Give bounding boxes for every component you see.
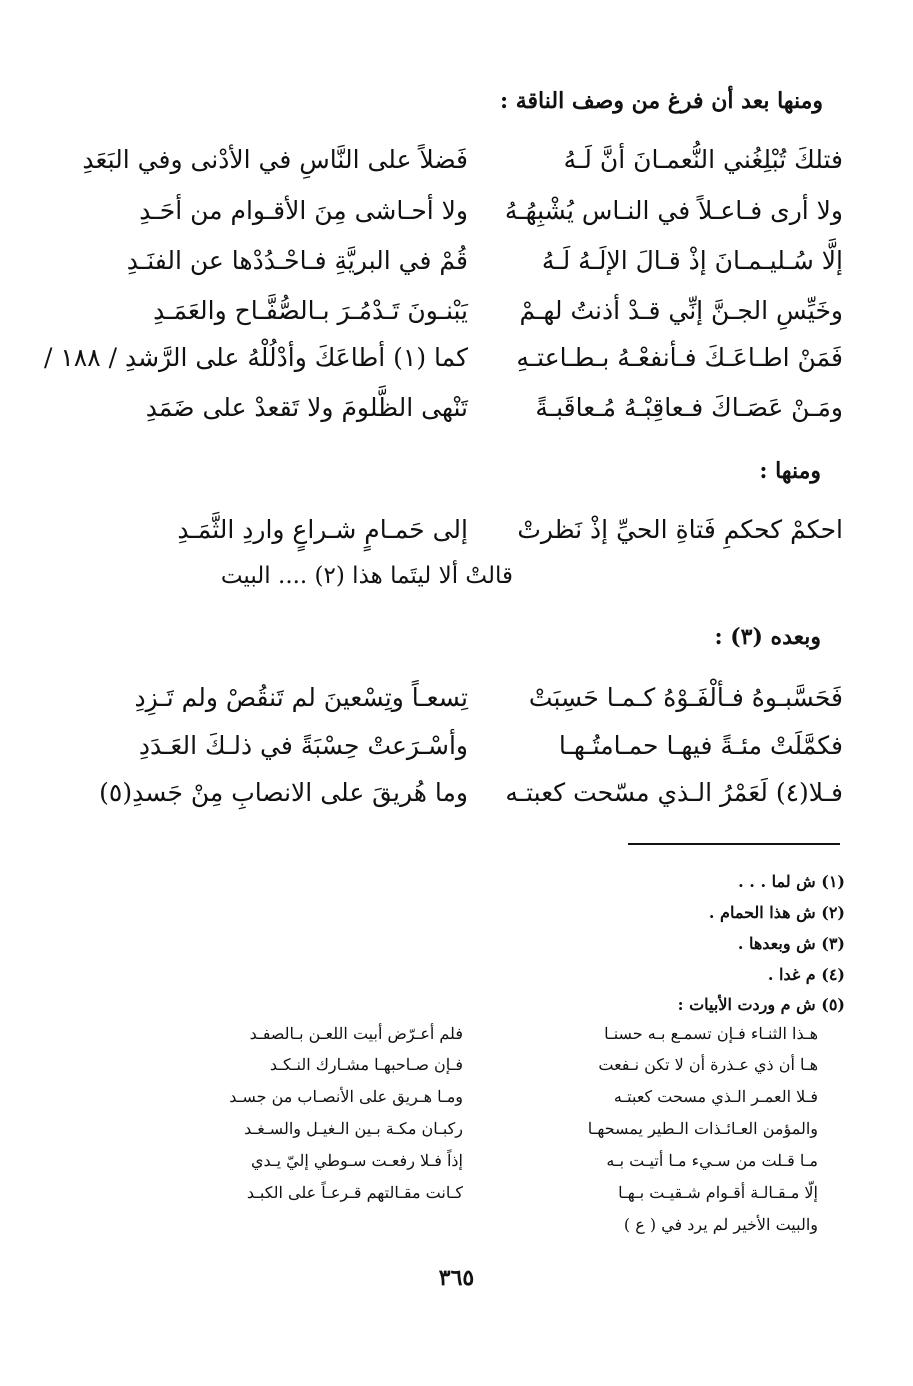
verse-second-hemistich: تِسعـاً وتِسْعينَ لم تَنقُصْ ولم تَـزِدِ [134,683,468,712]
verse-first-hemistich: فَمَنْ اطـاعَـكَ فـأنفعْـهُ بـطـاعتـهِ [516,343,843,372]
verse-continuation: قالتْ ألا ليتَما هذا (٢) .... البيت [220,563,513,589]
verse-second-hemistich: ولا أحـاشى مِنَ الأقـوام من أحَـدِ [139,196,468,225]
verse-second-hemistich: تَنْهى الظَّلومَ ولا تَقعدْ على ضَمَدِ [145,393,468,422]
verse-first-hemistich: وخَيِّسِ الجـنَّ إنِّي قـدْ أذنتُ لهـمْ [519,296,843,325]
footnote-4: (٤) م غدا . [767,965,845,984]
verse-first-hemistich: فَحَسَّبـوهُ فـألْفَـوْهُ كـمـا حَسِبَتْ [528,683,843,712]
verse-second-hemistich: وما هُريقَ على الانصابِ مِنْ جَسدِ(٥) [99,778,468,807]
footnote-verse-first: هـا أن ذي عـذرة أن لا تكن نـفعت [598,1055,818,1074]
footnote-verse-first: والمؤمن العـائـذات الـطير يمسحهـا [587,1119,818,1138]
footnote-verse-first: مـا قـلت من سـيء مـا أتيـت بـه [606,1151,818,1170]
footnote-verse-first: فـلا العمـر الـذي مسحت كعبتـه [613,1087,818,1106]
section-heading-1: ومنها بعد أن فرغ من وصف الناقة : [499,88,823,114]
verse-first-hemistich: إلَّا سُـليـمـانَ إذْ قـالَ الإلَـهُ لَـهُ [541,246,843,275]
verse-first-hemistich: فتلكَ تُبْلِغُني النُّعمـانَ أنَّ لَـهُ [563,145,843,174]
verse-first-hemistich: ولا أرى فـاعـلاً في النـاس يُشْبِهُـهُ [504,196,843,225]
footnote-2: (٢) ش هذا الحمام . [708,903,845,922]
footnote-verse-second: فلم أعـرّض أبيت اللعـن بـالصفـد [249,1024,463,1043]
verse-second-hemistich: فَضلاً على النَّاسِ في الأدْنى وفي البَعَدِ [82,145,468,174]
footnote-verse-second: فـإن صـاحبهـا مشـارك النـكـد [269,1055,463,1074]
verse-first-hemistich: فـلا(٤) لَعَمْرُ الـذي مسّحت كعبتـه [505,778,843,807]
footnote-divider [628,843,840,845]
footnote-3: (٣) ش وبعدها . [737,934,845,953]
verse-second-hemistich: وأسْـرَعتْ حِسْبَةً في ذلـكَ العَـدَدِ [138,731,468,760]
footnote-closing-note: والبيت الأخير لم يرد في ( ع ) [623,1215,818,1234]
verse-second-hemistich: قُمْ في البريَّةِ فـاحْـدُدْها عن الفنَـدِ [126,246,468,275]
footnote-verse-second: كـانت مقـالتهم قـرعـاً على الكبـد [246,1183,463,1202]
verse-second-hemistich: إلى حَمـامٍ شـراعٍ واردِ الثَّمَـدِ [177,515,468,544]
verse-first-hemistich: فكمَّلَتْ مئـةً فيهـا حمـامتُـهـا [558,731,843,760]
footnote-verse-first: هـذا الثنـاء فـإن تسمـع بـه حسنـا [604,1024,818,1043]
verse-second-hemistich: يَبْنـونَ تَـدْمُـرَ بـالصُّفَّـاح والعَمَـدِ [153,296,468,325]
footnote-verse-second: إذاً فـلا رفعـت سـوطي إليّ يـدي [251,1151,463,1170]
footnote-1: (١) ش لما . . . [738,872,845,891]
page-number: ٣٦٥ [438,1265,475,1291]
verse-second-hemistich: كما (١) أطاعَكَ وأدْلُلْهُ على الرَّشدِ / ١٨٨ / [43,343,468,372]
verse-first-hemistich: ومَـنْ عَصَـاكَ فـعاقِبْـهُ مُـعاقَبـةً [535,393,843,422]
verse-first-hemistich: احكمْ كحكمِ فَتاةِ الحيِّ إذْ نَظرتْ [517,515,843,544]
footnote-verse-second: ركبـان مكـة بـين الـغيـل والسـغـد [244,1119,463,1138]
section-heading-3: وبعده (٣) : [714,624,821,650]
footnote-5: (٥) ش م وردت الأبيات : [677,995,845,1014]
section-heading-2: ومنها : [759,458,821,484]
footnote-verse-second: ومـا هـريق على الأنصـاب من جسـد [229,1087,463,1106]
footnote-verse-first: إلّا مـقـالـة أقـوام شـقيـت بـهـا [618,1183,818,1202]
